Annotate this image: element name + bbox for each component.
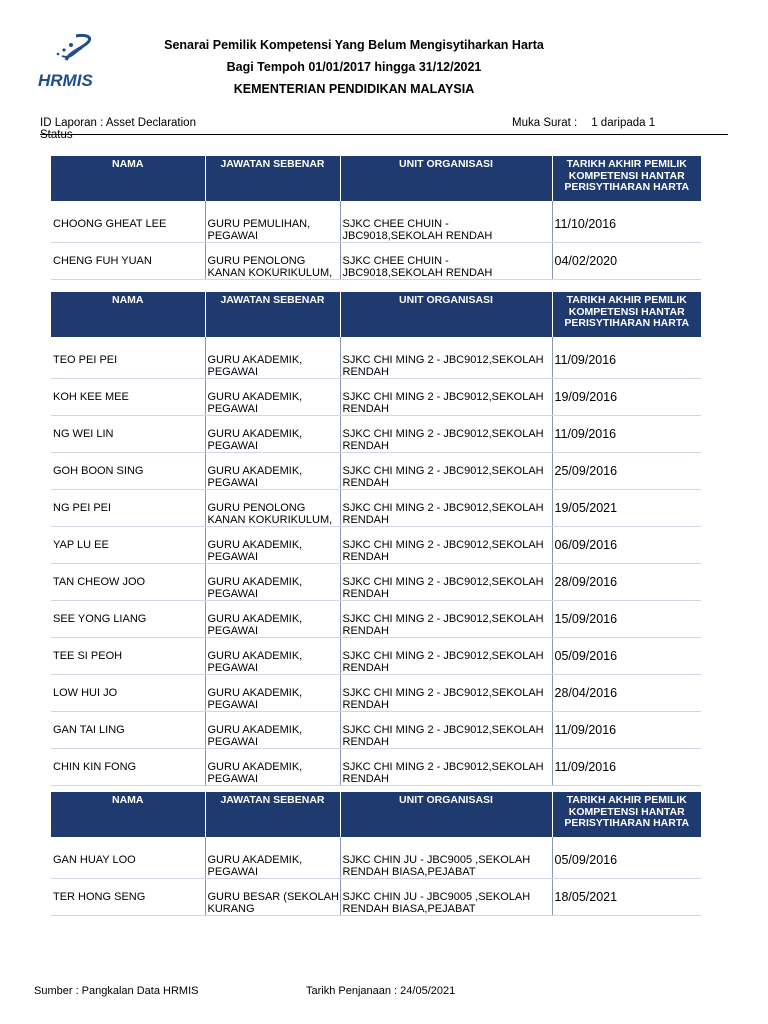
cell-tarikh: 05/09/2016	[552, 638, 701, 675]
cell-unit: SJKC CHI MING 2 - JBC9012,SEKOLAH RENDAH	[340, 490, 552, 527]
table-header-row	[51, 792, 701, 837]
table-row	[51, 879, 701, 916]
cell-tarikh: 25/09/2016	[552, 453, 701, 490]
cell-tarikh: 11/09/2016	[552, 749, 701, 786]
cell-nama: GAN TAI LING	[51, 712, 205, 749]
cell-tarikh: 28/09/2016	[552, 564, 701, 601]
col-header-nama: NAMA	[51, 292, 205, 337]
page-label: Muka Surat :	[512, 117, 578, 129]
table-row	[51, 837, 701, 879]
table-row	[51, 416, 701, 453]
col-header-tarikh: TARIKH AKHIR PEMILIK KOMPETENSI HANTAR PERISYTIHARAN HARTA	[552, 292, 701, 337]
cell-tarikh: 19/05/2021	[552, 490, 701, 527]
table-row	[51, 601, 701, 638]
cell-unit: SJKC CHI MING 2 - JBC9012,SEKOLAH RENDAH	[340, 379, 552, 416]
cell-jawatan: GURU AKADEMIK, PEGAWAI	[205, 712, 340, 749]
col-header-unit: UNIT ORGANISASI	[340, 156, 552, 201]
cell-nama: CHOONG GHEAT LEE	[51, 201, 205, 243]
cell-nama: KOH KEE MEE	[51, 379, 205, 416]
cell-jawatan: GURU AKADEMIK, PEGAWAI	[205, 601, 340, 638]
cell-tarikh: 06/09/2016	[552, 527, 701, 564]
col-header-jawatan: JAWATAN SEBENAR	[205, 792, 340, 837]
col-header-nama: NAMA	[51, 792, 205, 837]
col-header-nama: NAMA	[51, 156, 205, 201]
table-header-row	[51, 156, 701, 201]
cell-tarikh: 11/09/2016	[552, 416, 701, 453]
cell-unit: SJKC CHI MING 2 - JBC9012,SEKOLAH RENDAH	[340, 416, 552, 453]
table-row	[51, 337, 701, 379]
cell-tarikh: 11/10/2016	[552, 201, 701, 243]
cell-unit: SJKC CHI MING 2 - JBC9012,SEKOLAH RENDAH	[340, 337, 552, 379]
report-id-line2: Status	[40, 129, 73, 141]
cell-nama: GOH BOON SING	[51, 453, 205, 490]
cell-tarikh: 18/05/2021	[552, 879, 701, 916]
cell-tarikh: 04/02/2020	[552, 243, 701, 280]
table-row	[51, 379, 701, 416]
cell-jawatan: GURU AKADEMIK, PEGAWAI	[205, 527, 340, 564]
cell-nama: TEE SI PEOH	[51, 638, 205, 675]
footer-source: Sumber : Pangkalan Data HRMIS	[34, 985, 199, 997]
cell-tarikh: 11/09/2016	[552, 712, 701, 749]
cell-jawatan: GURU AKADEMIK, PEGAWAI	[205, 564, 340, 601]
table-row	[51, 453, 701, 490]
declaration-table	[51, 292, 701, 786]
cell-tarikh: 05/09/2016	[552, 837, 701, 879]
cell-tarikh: 19/09/2016	[552, 379, 701, 416]
col-header-jawatan: JAWATAN SEBENAR	[205, 156, 340, 201]
cell-unit: SJKC CHEE CHUIN - JBC9018,SEKOLAH RENDAH	[340, 201, 552, 243]
table-row	[51, 527, 701, 564]
cell-jawatan: GURU PEMULIHAN, PEGAWAI	[205, 201, 340, 243]
cell-jawatan: GURU AKADEMIK, PEGAWAI	[205, 638, 340, 675]
cell-nama: NG PEI PEI	[51, 490, 205, 527]
table-row	[51, 638, 701, 675]
col-header-tarikh: TARIKH AKHIR PEMILIK KOMPETENSI HANTAR PERISYTIHARAN HARTA	[552, 156, 701, 201]
cell-jawatan: GURU PENOLONG KANAN KOKURIKULUM,	[205, 243, 340, 280]
table-row	[51, 749, 701, 786]
cell-nama: SEE YONG LIANG	[51, 601, 205, 638]
col-header-unit: UNIT ORGANISASI	[340, 292, 552, 337]
cell-unit: SJKC CHI MING 2 - JBC9012,SEKOLAH RENDAH	[340, 675, 552, 712]
table-group-2	[51, 292, 701, 786]
cell-jawatan: GURU AKADEMIK, PEGAWAI	[205, 675, 340, 712]
cell-jawatan: GURU AKADEMIK, PEGAWAI	[205, 379, 340, 416]
cell-jawatan: GURU PENOLONG KANAN KOKURIKULUM,	[205, 490, 340, 527]
cell-unit: SJKC CHIN JU - JBC9005 ,SEKOLAH RENDAH BIASA,PEJABAT	[340, 879, 552, 916]
cell-nama: LOW HUI JO	[51, 675, 205, 712]
cell-nama: CHENG FUH YUAN	[51, 243, 205, 280]
cell-unit: SJKC CHIN JU - JBC9005 ,SEKOLAH RENDAH BIASA,PEJABAT	[340, 837, 552, 879]
table-group-3	[51, 792, 701, 916]
header-divider	[40, 134, 728, 135]
report-title: Senarai Pemilik Kompetensi Yang Belum Mengisytiharkan Harta	[164, 38, 544, 52]
cell-unit: SJKC CHEE CHUIN - JBC9018,SEKOLAH RENDAH	[340, 243, 552, 280]
cell-nama: TER HONG SENG	[51, 879, 205, 916]
report-id	[40, 117, 196, 141]
page-indicator	[512, 117, 655, 129]
table-row	[51, 712, 701, 749]
declaration-table	[51, 156, 701, 280]
report-period: Bagi Tempoh 01/01/2017 hingga 31/12/2021	[226, 60, 482, 74]
footer-generated-date: Tarikh Penjanaan : 24/05/2021	[306, 985, 456, 997]
cell-jawatan: GURU AKADEMIK, PEGAWAI	[205, 453, 340, 490]
col-header-tarikh: TARIKH AKHIR PEMILIK KOMPETENSI HANTAR PERISYTIHARAN HARTA	[552, 792, 701, 837]
cell-unit: SJKC CHI MING 2 - JBC9012,SEKOLAH RENDAH	[340, 638, 552, 675]
cell-unit: SJKC CHI MING 2 - JBC9012,SEKOLAH RENDAH	[340, 712, 552, 749]
table-group-1	[51, 156, 701, 280]
ministry-name: KEMENTERIAN PENDIDIKAN MALAYSIA	[233, 82, 475, 96]
cell-jawatan: GURU AKADEMIK, PEGAWAI	[205, 416, 340, 453]
cell-unit: SJKC CHI MING 2 - JBC9012,SEKOLAH RENDAH	[340, 453, 552, 490]
cell-nama: CHIN KIN FONG	[51, 749, 205, 786]
cell-tarikh: 28/04/2016	[552, 675, 701, 712]
table-row	[51, 490, 701, 527]
cell-tarikh: 15/09/2016	[552, 601, 701, 638]
cell-jawatan: GURU AKADEMIK, PEGAWAI	[205, 337, 340, 379]
cell-nama: TAN CHEOW JOO	[51, 564, 205, 601]
cell-jawatan: GURU AKADEMIK, PEGAWAI	[205, 749, 340, 786]
cell-unit: SJKC CHI MING 2 - JBC9012,SEKOLAH RENDAH	[340, 601, 552, 638]
table-row	[51, 675, 701, 712]
table-row	[51, 243, 701, 280]
col-header-jawatan: JAWATAN SEBENAR	[205, 292, 340, 337]
cell-nama: NG WEI LIN	[51, 416, 205, 453]
cell-unit: SJKC CHI MING 2 - JBC9012,SEKOLAH RENDAH	[340, 527, 552, 564]
col-header-unit: UNIT ORGANISASI	[340, 792, 552, 837]
page-value: 1 daripada 1	[591, 117, 656, 129]
table-row	[51, 564, 701, 601]
logo-text: HRMIS	[38, 71, 93, 90]
table-header-row	[51, 292, 701, 337]
report-id-line1: ID Laporan : Asset Declaration	[40, 117, 196, 129]
cell-unit: SJKC CHI MING 2 - JBC9012,SEKOLAH RENDAH	[340, 564, 552, 601]
table-row	[51, 201, 701, 243]
cell-unit: SJKC CHI MING 2 - JBC9012,SEKOLAH RENDAH	[340, 749, 552, 786]
cell-jawatan: GURU BESAR (SEKOLAH KURANG	[205, 879, 340, 916]
cell-nama: GAN HUAY LOO	[51, 837, 205, 879]
cell-jawatan: GURU AKADEMIK, PEGAWAI	[205, 837, 340, 879]
cell-tarikh: 11/09/2016	[552, 337, 701, 379]
cell-nama: TEO PEI PEI	[51, 337, 205, 379]
declaration-table	[51, 792, 701, 916]
cell-nama: YAP LU EE	[51, 527, 205, 564]
